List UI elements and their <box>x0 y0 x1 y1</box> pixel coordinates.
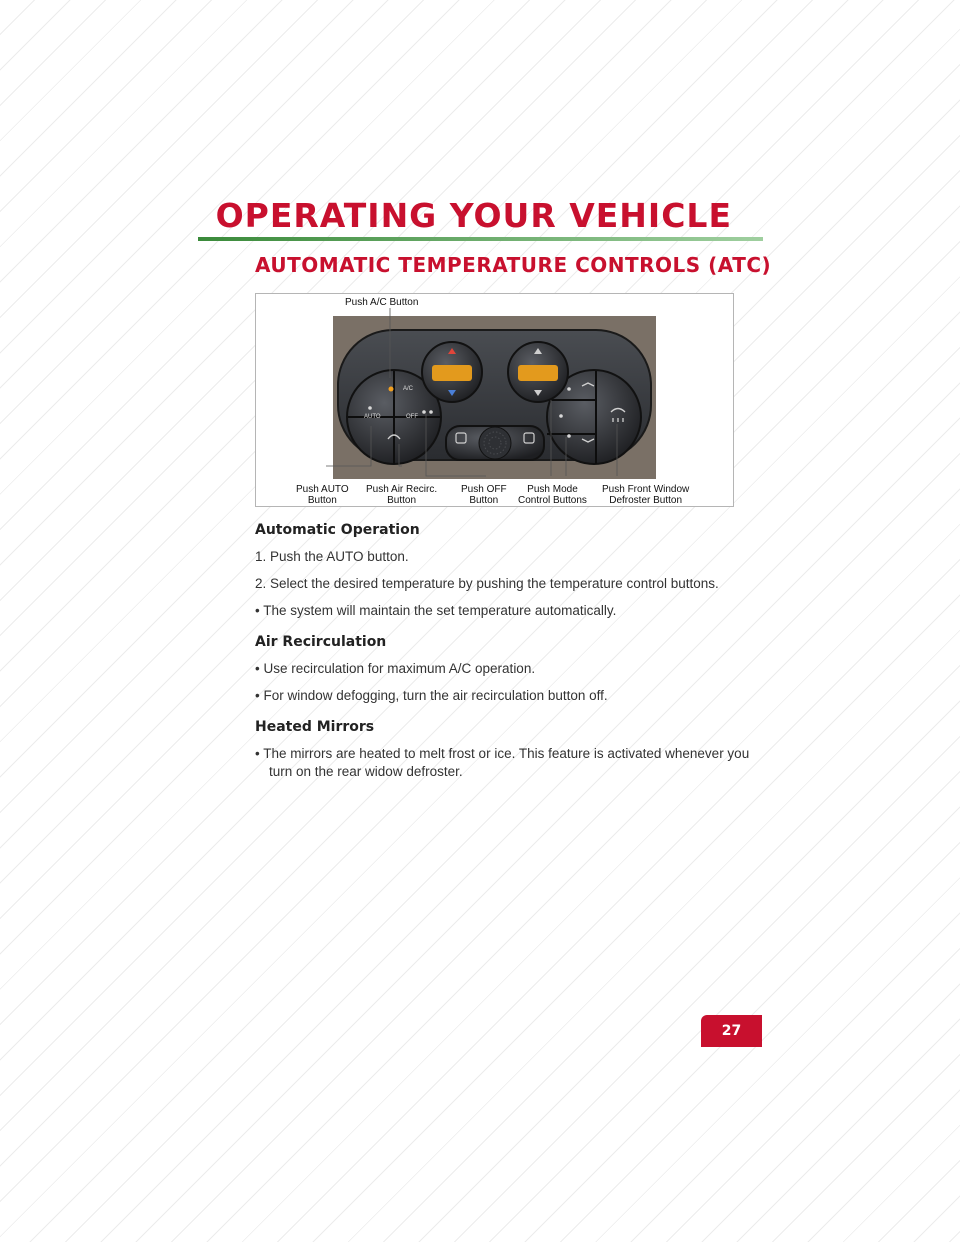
right-temperature-display <box>518 365 558 381</box>
ac-label: A/C <box>403 386 414 392</box>
automatic-step-1: 1. Push the AUTO button. <box>255 549 409 564</box>
callout-off-button: Push OFF Button <box>461 484 507 506</box>
recirc-bullet-2: • For window defogging, turn the air recirculation button off. <box>255 688 608 703</box>
recirc-bullet-1: • Use recirculation for maximum A/C operation. <box>255 661 536 676</box>
header-rule <box>198 237 763 241</box>
heated-mirrors-heading: Heated Mirrors <box>255 719 375 735</box>
body-text <box>255 522 755 790</box>
page-number-tab <box>701 1015 762 1047</box>
callout-defroster-button: Push Front Window Defroster Button <box>602 484 690 506</box>
auto-label: AUTO <box>364 414 381 420</box>
mirrors-bullet-1: • The mirrors are heated to melt frost or ice. This feature is activated whenever you turn on the rear widow defroster. <box>255 746 750 779</box>
callout-auto-button: Push AUTO Button <box>296 484 349 506</box>
section-title: OPERATING YOUR VEHICLE <box>215 196 732 235</box>
page-number: 27 <box>721 1023 742 1039</box>
automatic-operation-heading: Automatic Operation <box>255 522 420 538</box>
off-label: OFF <box>406 414 418 420</box>
automatic-step-2: 2. Select the desired temperature by pushing the temperature control buttons. <box>255 576 719 591</box>
page-title: AUTOMATIC TEMPERATURE CONTROLS (ATC) <box>255 253 772 277</box>
air-recirculation-heading: Air Recirculation <box>255 634 387 650</box>
callout-ac-button: Push A/C Button <box>345 297 419 308</box>
ac-indicator-light <box>389 387 394 392</box>
automatic-bullet: • The system will maintain the set temperature automatically. <box>255 603 617 618</box>
left-temperature-display <box>432 365 472 381</box>
callout-recirc-button: Push Air Recirc. Button <box>366 484 438 506</box>
atc-figure <box>255 293 734 507</box>
callout-mode-buttons: Push Mode Control Buttons <box>518 484 587 506</box>
climate-control-photo <box>256 294 735 508</box>
